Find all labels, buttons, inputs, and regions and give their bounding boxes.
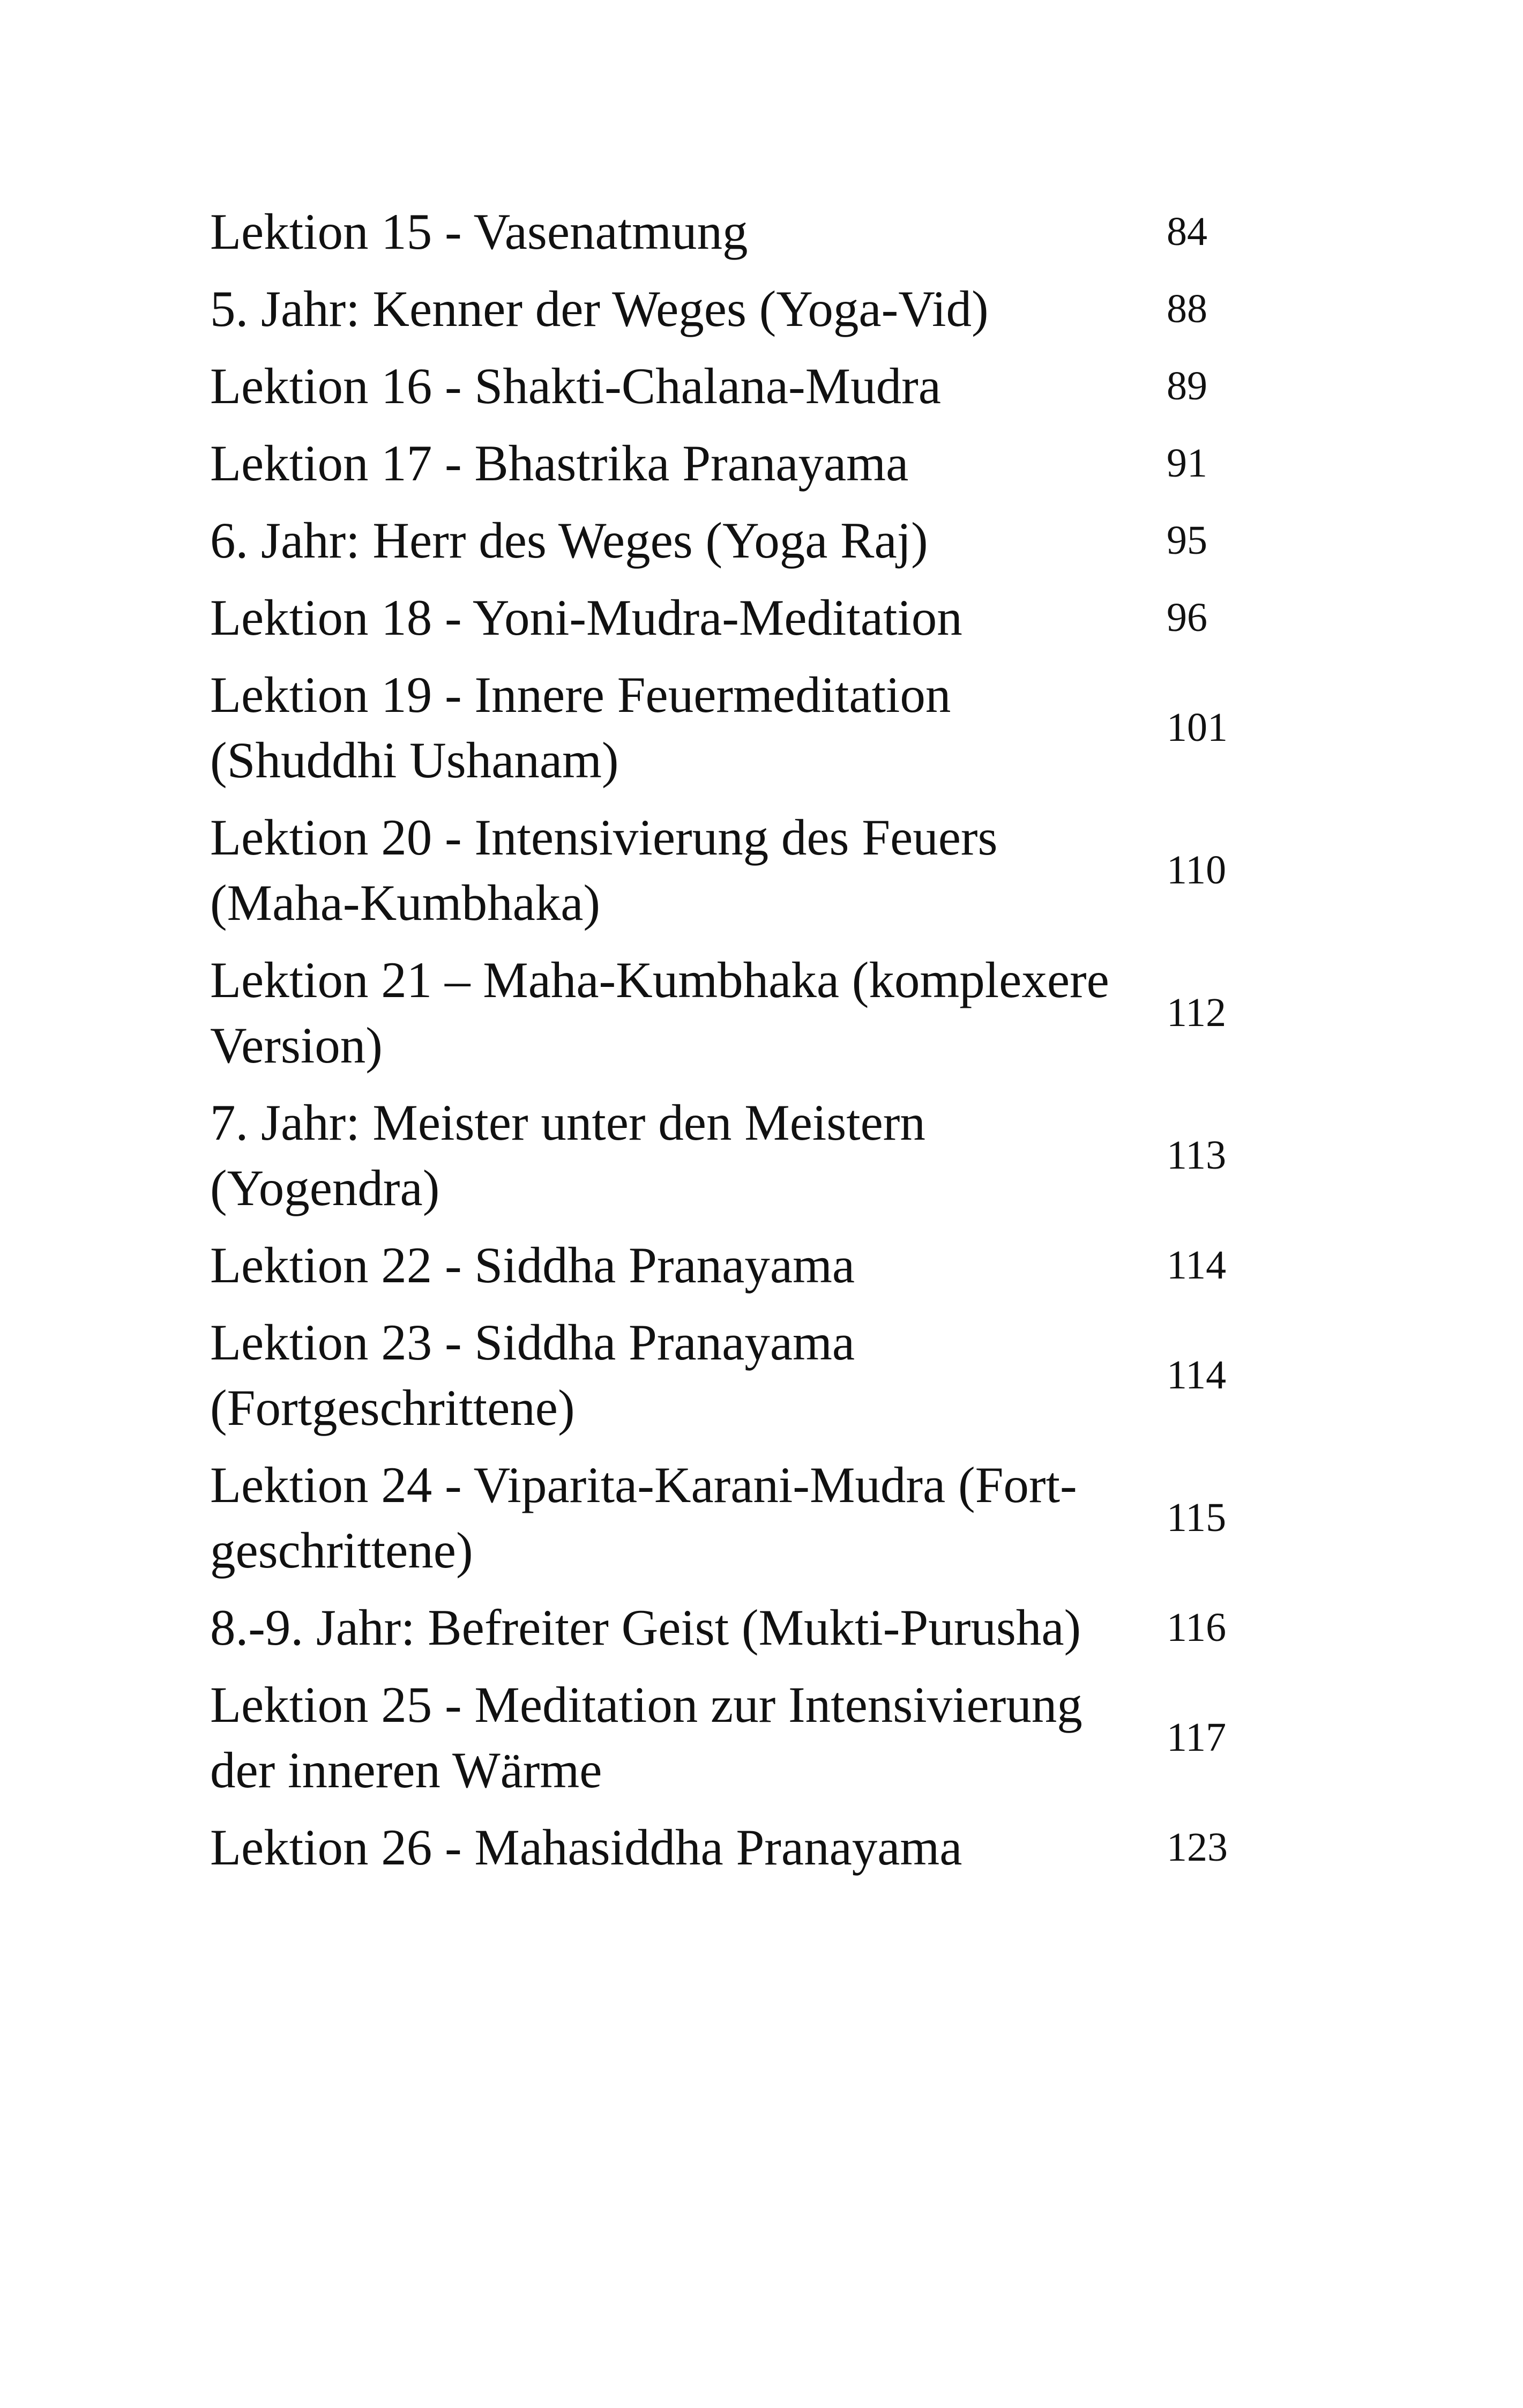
toc-entry-title xyxy=(210,353,1167,419)
toc-entry-page-number: 96 xyxy=(1167,595,1207,640)
toc-entry-title xyxy=(210,585,1167,650)
toc-entry xyxy=(210,1304,1309,1446)
toc-entry-page-number: 88 xyxy=(1167,286,1207,331)
toc-entry-title xyxy=(210,1090,1167,1221)
toc-entry-page-number: 84 xyxy=(1167,209,1207,254)
toc-entry-title-line: Lektion 26 - Mahasiddha Pranayama xyxy=(210,1819,962,1876)
toc-entry-title-line: Lektion 25 - Meditation zur Intensivierung xyxy=(210,1676,1082,1733)
toc-entry-page-number: 116 xyxy=(1167,1605,1227,1650)
toc-entry xyxy=(210,1809,1309,1886)
toc-entry-title xyxy=(210,1310,1167,1440)
toc-entry-title xyxy=(210,1452,1167,1583)
toc-entry-page-number: 114 xyxy=(1167,1243,1227,1288)
toc-entry-title-line: (Shuddhi Ushanam) xyxy=(210,732,619,789)
toc-entry xyxy=(210,1589,1309,1666)
toc-entry-title xyxy=(210,805,1167,935)
toc-entry xyxy=(210,347,1309,425)
toc-entry xyxy=(210,270,1309,347)
toc-entry-page-number: 89 xyxy=(1167,363,1207,408)
toc-entry-title xyxy=(210,947,1167,1078)
toc-entry-title-line: 8.-9. Jahr: Befreiter Geist (Mukti-Purusha) xyxy=(210,1599,1081,1656)
toc-entry xyxy=(210,941,1309,1084)
toc-entry-title xyxy=(210,1595,1167,1660)
toc-entry-page-number: 114 xyxy=(1167,1352,1227,1398)
toc-entry-title-line: geschrittene) xyxy=(210,1522,473,1579)
toc-entry xyxy=(210,1227,1309,1304)
toc-entry-page-number: 95 xyxy=(1167,518,1207,563)
toc-entry-title xyxy=(210,1672,1167,1803)
toc-entry-title-line: Lektion 15 - Vasenatmung xyxy=(210,203,748,260)
toc-entry xyxy=(210,656,1309,799)
toc-entry-page-number: 91 xyxy=(1167,441,1207,486)
toc-entry xyxy=(210,502,1309,579)
toc-entry-title-line: Lektion 21 – Maha-Kumbhaka (komplexere xyxy=(210,952,1109,1008)
toc-entry-title-line: Lektion 20 - Intensivierung des Feuers xyxy=(210,809,998,866)
toc-entry-title xyxy=(210,508,1167,573)
toc-entry-title-line: Version) xyxy=(210,1017,383,1074)
toc-entry-page-number: 101 xyxy=(1167,705,1228,750)
toc-entry-title xyxy=(210,199,1167,264)
toc-entry-page-number: 112 xyxy=(1167,990,1227,1035)
toc-entry-title-line: Lektion 23 - Siddha Pranayama xyxy=(210,1314,855,1371)
toc-entry-title xyxy=(210,276,1167,341)
toc-entry-title-line: 5. Jahr: Kenner der Weges (Yoga-Vid) xyxy=(210,280,989,337)
toc-entry-title-line: 7. Jahr: Meister unter den Meistern xyxy=(210,1094,925,1151)
toc-entry-title-line: Lektion 19 - Innere Feuermeditation xyxy=(210,666,951,723)
toc-entry-page-number: 123 xyxy=(1167,1825,1228,1870)
toc-entry-page-number: 110 xyxy=(1167,848,1227,893)
toc-entry-title-line: Lektion 16 - Shakti-Chalana-Mudra xyxy=(210,358,941,414)
toc-entry xyxy=(210,193,1309,270)
toc-entry-page-number: 113 xyxy=(1167,1133,1227,1178)
toc-entry-title xyxy=(210,430,1167,496)
toc-entry xyxy=(210,579,1309,656)
toc-entry-title-line: (Maha-Kumbhaka) xyxy=(210,874,601,931)
toc-entry-page-number: 115 xyxy=(1167,1495,1227,1540)
toc-entry-title-line: Lektion 17 - Bhastrika Pranayama xyxy=(210,435,909,492)
toc-entry-title xyxy=(210,662,1167,793)
table-of-contents xyxy=(210,193,1309,1886)
toc-entry-title-line: 6. Jahr: Herr des Weges (Yoga Raj) xyxy=(210,512,928,569)
toc-entry-title-line: der inneren Wärme xyxy=(210,1742,602,1798)
toc-entry-title-line: Lektion 18 - Yoni-Mudra-Meditation xyxy=(210,589,962,646)
toc-entry-title xyxy=(210,1232,1167,1298)
toc-entry-title xyxy=(210,1815,1167,1880)
toc-entry-title-line: (Yogendra) xyxy=(210,1160,440,1216)
toc-entry xyxy=(210,1666,1309,1809)
toc-entry-title-line: (Fortgeschrittene) xyxy=(210,1379,575,1436)
toc-entry xyxy=(210,1084,1309,1227)
toc-entry xyxy=(210,799,1309,941)
toc-entry xyxy=(210,1446,1309,1589)
toc-entry xyxy=(210,425,1309,502)
toc-entry-title-line: Lektion 22 - Siddha Pranayama xyxy=(210,1237,855,1294)
toc-entry-page-number: 117 xyxy=(1167,1715,1227,1760)
toc-entry-title-line: Lektion 24 - Viparita-Karani-Mudra (Fort- xyxy=(210,1456,1077,1513)
